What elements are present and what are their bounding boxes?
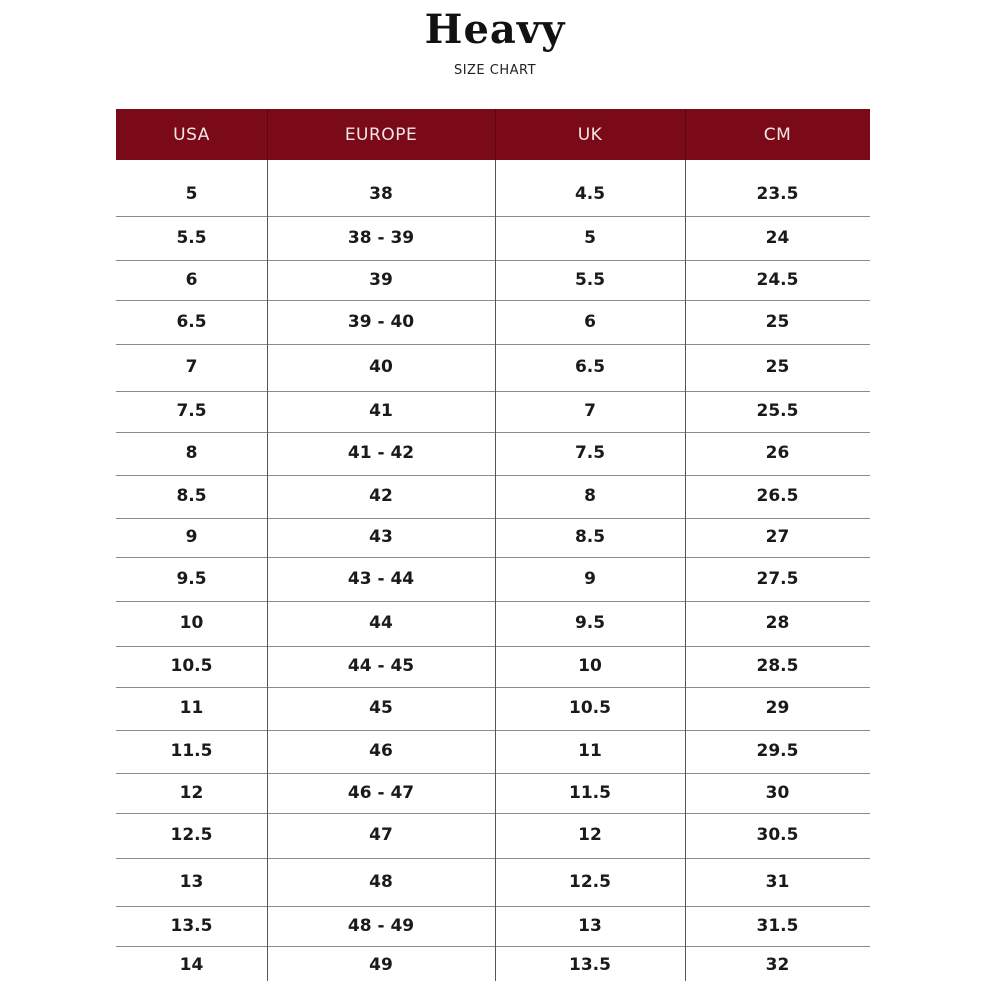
cell-usa: 7 [185,357,198,377]
cell-cm: 31.5 [756,916,799,936]
header-divider [267,109,268,160]
cell-cm: 23.5 [756,184,799,204]
cell-uk: 11.5 [569,783,611,803]
cell-uk: 6 [584,312,596,332]
cell-cm: 29 [765,698,790,718]
cell-uk: 10 [578,656,602,676]
cell-uk: 4.5 [574,184,606,204]
cell-cm: 24.5 [756,270,799,290]
cell-cm: 30 [765,783,790,803]
cell-usa: 9.5 [176,569,207,589]
cell-usa: 5.5 [176,228,207,248]
cell-europe: 41 [369,401,393,421]
cell-uk: 7 [584,401,596,421]
cell-europe: 44 [369,613,393,633]
cell-uk: 8.5 [574,527,606,547]
cell-uk: 9 [584,569,596,589]
cell-usa: 14 [179,955,204,975]
cell-cm: 25 [765,312,790,332]
cell-uk: 5 [584,228,596,248]
cell-usa: 12.5 [170,825,213,845]
cell-usa: 10 [179,613,204,633]
cell-cm: 26.5 [756,486,799,506]
cell-europe: 40 [369,357,393,377]
cell-usa: 12 [179,783,204,803]
brand-logo: Heavy [424,6,566,53]
cell-usa: 6 [185,270,198,290]
cell-europe: 39 [369,270,393,290]
cell-cm: 28 [765,613,790,633]
cell-uk: 7.5 [574,443,606,463]
cell-cm: 26 [765,443,790,463]
cell-europe: 38 [369,184,393,204]
cell-europe: 46 - 47 [347,783,415,803]
cell-cm: 24 [765,228,790,248]
cell-usa: 5 [185,184,198,204]
cell-uk: 13.5 [569,955,611,975]
column-divider [267,160,268,981]
cell-usa: 7.5 [176,401,207,421]
cell-cm: 25.5 [756,401,799,421]
cell-uk: 8 [584,486,596,506]
cell-europe: 48 [369,872,393,892]
cell-europe: 38 - 39 [347,228,415,248]
cell-usa: 13.5 [170,916,213,936]
column-header-usa: USA [173,125,210,145]
cell-usa: 8 [185,443,198,463]
page-subtitle: SIZE CHART [453,63,537,78]
cell-cm: 29.5 [756,741,799,761]
cell-cm: 28.5 [756,656,799,676]
cell-uk: 12 [578,825,602,845]
column-header-cm: CM [763,125,792,145]
cell-europe: 45 [369,698,393,718]
cell-uk: 5.5 [574,270,606,290]
cell-europe: 49 [369,955,393,975]
cell-europe: 39 - 40 [347,312,415,332]
header-divider [495,109,496,160]
column-header-uk: UK [577,125,603,145]
cell-cm: 25 [765,357,790,377]
table-header [116,109,870,160]
cell-europe: 43 [369,527,393,547]
cell-europe: 43 - 44 [347,569,415,589]
column-divider [685,160,686,981]
cell-cm: 27 [765,527,790,547]
cell-europe: 44 - 45 [347,656,415,676]
cell-cm: 31 [765,872,790,892]
cell-uk: 10.5 [569,698,611,718]
cell-europe: 48 - 49 [347,916,415,936]
header-divider [685,109,686,160]
cell-cm: 32 [765,955,790,975]
cell-uk: 6.5 [574,357,606,377]
cell-usa: 6.5 [176,312,207,332]
cell-europe: 46 [369,741,393,761]
cell-europe: 47 [369,825,393,845]
cell-usa: 10.5 [170,656,213,676]
cell-uk: 11 [578,741,602,761]
cell-cm: 30.5 [756,825,799,845]
cell-uk: 9.5 [574,613,606,633]
column-header-europe: EUROPE [344,125,418,145]
cell-uk: 12.5 [569,872,611,892]
cell-usa: 13 [179,872,204,892]
cell-usa: 11 [179,698,204,718]
cell-usa: 8.5 [176,486,207,506]
cell-uk: 13 [578,916,602,936]
cell-usa: 9 [185,527,198,547]
cell-europe: 42 [369,486,393,506]
column-divider [495,160,496,981]
cell-cm: 27.5 [756,569,799,589]
cell-europe: 41 - 42 [347,443,415,463]
cell-usa: 11.5 [170,741,213,761]
